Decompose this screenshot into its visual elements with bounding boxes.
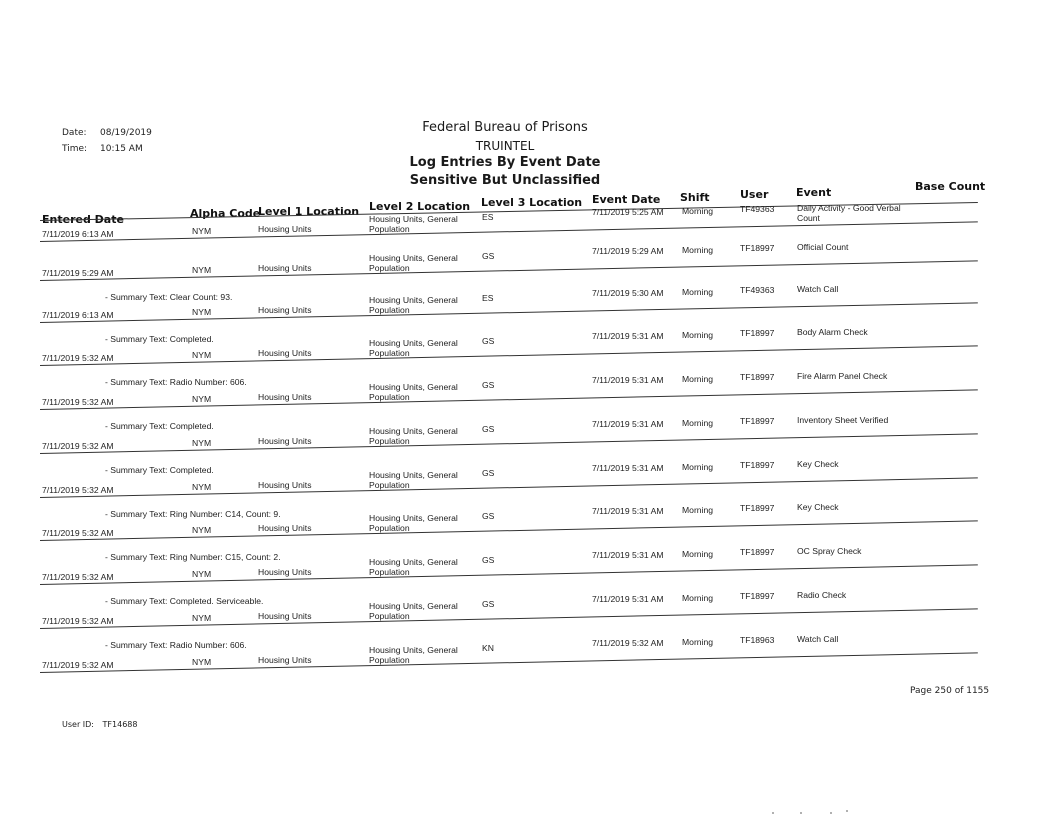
entered-date-cell: 7/11/2019 5:32 AM — [42, 353, 114, 363]
level1-cell: Housing Units — [258, 348, 312, 358]
summary-text: - Summary Text: Completed. Serviceable. — [105, 596, 264, 606]
entered-date-cell: 7/11/2019 5:32 AM — [42, 397, 114, 407]
entered-date-cell: 7/11/2019 5:32 AM — [42, 528, 114, 538]
shift-cell: Morning — [682, 330, 714, 340]
level2-cell: Housing Units, General Population — [369, 382, 458, 402]
level2-cell: Housing Units, General Population — [369, 426, 458, 446]
user-cell: TF18997 — [740, 503, 775, 513]
level3-cell: ES — [482, 212, 494, 222]
event-date-cell: 7/11/2019 5:29 AM — [592, 246, 664, 256]
event-cell: Key Check — [797, 459, 839, 469]
system-title: TRUINTEL — [475, 139, 535, 153]
entered-date-cell: 7/11/2019 5:32 AM — [42, 572, 114, 582]
row-rule — [40, 520, 978, 541]
event-cell: Fire Alarm Panel Check — [797, 371, 888, 381]
alpha-code-cell: NYM — [192, 569, 212, 579]
event-cell: Daily Activity - Good Verbal Count — [797, 203, 901, 223]
entered-date-cell: 7/11/2019 5:29 AM — [42, 268, 114, 278]
level1-cell: Housing Units — [258, 305, 312, 315]
event-date-cell: 7/11/2019 5:31 AM — [592, 419, 664, 429]
shift-cell: Morning — [682, 593, 714, 603]
level1-cell: Housing Units — [258, 392, 312, 402]
summary-text: - Summary Text: Clear Count: 93. — [105, 292, 233, 302]
event-cell: OC Spray Check — [797, 546, 862, 556]
event-date-cell: 7/11/2019 5:31 AM — [592, 331, 664, 341]
level3-cell: GS — [482, 251, 495, 261]
user-cell: TF18997 — [740, 328, 775, 338]
level2-cell: Housing Units, General Population — [369, 513, 458, 533]
shift-cell: Morning — [682, 549, 714, 559]
summary-text: - Summary Text: Completed. — [105, 334, 214, 344]
summary-text: - Summary Text: Radio Number: 606. — [105, 377, 247, 387]
event-date-cell: 7/11/2019 5:25 AM — [592, 207, 664, 217]
shift-cell: Morning — [682, 245, 714, 255]
level1-cell: Housing Units — [258, 523, 312, 533]
time-value: 10:15 AM — [100, 144, 143, 154]
col-alpha-code: Alpha Code — [190, 207, 261, 220]
event-date-cell: 7/11/2019 5:31 AM — [592, 594, 664, 604]
event-cell: Inventory Sheet Verified — [797, 415, 889, 425]
level3-cell: GS — [482, 555, 495, 565]
level2-cell: Housing Units, General Population — [369, 253, 458, 273]
level2-cell: Housing Units, General Population — [369, 338, 458, 358]
row-rule — [40, 221, 978, 242]
alpha-code-cell: NYM — [192, 657, 212, 667]
shift-cell: Morning — [682, 418, 714, 428]
event-date-cell: 7/11/2019 5:30 AM — [592, 288, 664, 298]
col-level1: Level 1 Location — [258, 205, 360, 218]
event-cell: Body Alarm Check — [797, 327, 868, 337]
level2-cell: Housing Units, General Population — [369, 601, 458, 621]
shift-cell: Morning — [682, 505, 714, 515]
level1-cell: Housing Units — [258, 567, 312, 577]
entered-date-cell: 7/11/2019 5:32 AM — [42, 616, 114, 626]
col-entered-date: Entered Date — [42, 213, 124, 226]
summary-text: - Summary Text: Radio Number: 606. — [105, 640, 247, 650]
shift-cell: Morning — [682, 374, 714, 384]
user-cell: TF18997 — [740, 372, 775, 382]
summary-text: - Summary Text: Ring Number: C15, Count: 2. — [105, 552, 281, 562]
alpha-code-cell: NYM — [192, 525, 212, 535]
user-cell: TF18997 — [740, 460, 775, 470]
row-rule — [40, 389, 978, 410]
event-date-cell: 7/11/2019 5:31 AM — [592, 550, 664, 560]
level2-cell: Housing Units, General Population — [369, 645, 458, 665]
level3-cell: KN — [482, 643, 494, 653]
level2-cell: Housing Units, General Population — [369, 295, 458, 315]
report-title: Log Entries By Event Date — [409, 155, 601, 170]
event-cell: Radio Check — [797, 590, 847, 600]
user-id-label: User ID: — [62, 720, 94, 729]
level1-cell: Housing Units — [258, 611, 312, 621]
alpha-code-cell: NYM — [192, 307, 212, 317]
col-level3: Level 3 Location — [481, 196, 583, 209]
level3-cell: GS — [482, 511, 495, 521]
event-cell: Official Count — [797, 242, 849, 252]
row-rule — [40, 260, 978, 281]
level3-cell: GS — [482, 468, 495, 478]
user-cell: TF49363 — [740, 204, 775, 214]
user-cell: TF18997 — [740, 591, 775, 601]
date-value: 08/19/2019 — [100, 128, 152, 138]
col-event-date: Event Date — [592, 193, 661, 206]
level1-cell: Housing Units — [258, 655, 312, 665]
date-label: Date: — [62, 128, 87, 138]
alpha-code-cell: NYM — [192, 226, 212, 236]
event-date-cell: 7/11/2019 5:31 AM — [592, 463, 664, 473]
summary-text: - Summary Text: Ring Number: C14, Count: 9. — [105, 509, 281, 519]
level3-cell: GS — [482, 380, 495, 390]
level2-cell: Housing Units, General Population — [369, 470, 458, 490]
org-title: Federal Bureau of Prisons — [422, 120, 588, 135]
user-cell: TF18997 — [740, 416, 775, 426]
entered-date-cell: 7/11/2019 5:32 AM — [42, 441, 114, 451]
alpha-code-cell: NYM — [192, 613, 212, 623]
level3-cell: GS — [482, 599, 495, 609]
level2-cell: Housing Units, General Population — [369, 557, 458, 577]
level3-cell: GS — [482, 336, 495, 346]
user-cell: TF18997 — [740, 243, 775, 253]
level1-cell: Housing Units — [258, 436, 312, 446]
classification: Sensitive But Unclassified — [409, 173, 601, 188]
user-cell: TF49363 — [740, 285, 775, 295]
user-id-value: TF14688 — [102, 720, 138, 729]
entered-date-cell: 7/11/2019 6:13 AM — [42, 229, 114, 239]
event-date-cell: 7/11/2019 5:31 AM — [592, 506, 664, 516]
col-user: User — [740, 188, 769, 201]
level3-cell: ES — [482, 293, 494, 303]
page-number: Page 250 of 1155 — [910, 686, 990, 696]
col-base-count: Base Count — [915, 180, 986, 193]
user-id — [62, 720, 137, 729]
alpha-code-cell: NYM — [192, 265, 212, 275]
col-event: Event — [796, 186, 832, 199]
entered-date-cell: 7/11/2019 5:32 AM — [42, 485, 114, 495]
event-cell: Watch Call — [797, 634, 839, 644]
row-rule — [40, 477, 978, 498]
level2-cell: Housing Units, General Population — [369, 214, 458, 234]
level3-cell: GS — [482, 424, 495, 434]
shift-cell: Morning — [682, 287, 714, 297]
alpha-code-cell: NYM — [192, 394, 212, 404]
event-date-cell: 7/11/2019 5:31 AM — [592, 375, 664, 385]
col-level2: Level 2 Location — [369, 200, 471, 213]
user-cell: TF18963 — [740, 635, 775, 645]
shift-cell: Morning — [682, 206, 714, 216]
level1-cell: Housing Units — [258, 480, 312, 490]
row-rule — [40, 564, 978, 585]
row-rule — [40, 652, 978, 673]
time-label: Time: — [62, 144, 88, 154]
event-cell: Watch Call — [797, 284, 839, 294]
row-rule — [40, 608, 978, 629]
summary-text: - Summary Text: Completed. — [105, 421, 214, 431]
entered-date-cell: 7/11/2019 5:32 AM — [42, 660, 114, 670]
entered-date-cell: 7/11/2019 6:13 AM — [42, 310, 114, 320]
level1-cell: Housing Units — [258, 224, 312, 234]
event-cell: Key Check — [797, 502, 839, 512]
user-cell: TF18997 — [740, 547, 775, 557]
row-rule — [40, 433, 978, 454]
level1-cell: Housing Units — [258, 263, 312, 273]
row-rule — [40, 345, 978, 366]
col-shift: Shift — [680, 191, 710, 204]
shift-cell: Morning — [682, 462, 714, 472]
summary-text: - Summary Text: Completed. — [105, 465, 214, 475]
row-rule — [40, 302, 978, 323]
alpha-code-cell: NYM — [192, 482, 212, 492]
alpha-code-cell: NYM — [192, 350, 212, 360]
event-date-cell: 7/11/2019 5:32 AM — [592, 638, 664, 648]
shift-cell: Morning — [682, 637, 714, 647]
alpha-code-cell: NYM — [192, 438, 212, 448]
